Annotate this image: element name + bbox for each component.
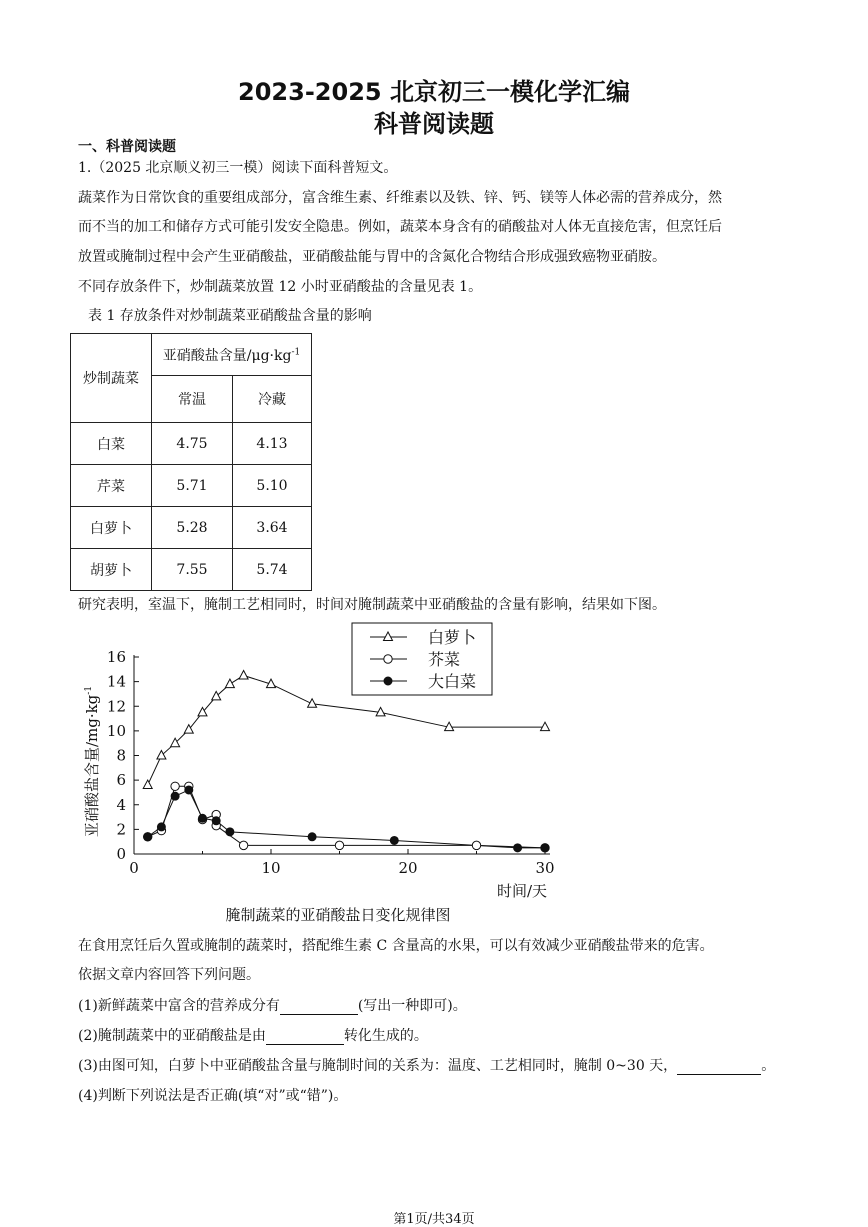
nitrite-line-chart	[0, 612, 868, 932]
question-1-text: (1)新鲜蔬菜中富含的营养成分有	[78, 998, 280, 1014]
table-header-group-text: 亚硝酸盐含量/μg·kg	[162, 347, 292, 364]
y-axis-label: 亚硝酸盐含量$/mg\cdot kg^{-1}$	[83, 685, 101, 838]
question-2	[78, 1025, 428, 1045]
x-tick-label: 10	[261, 859, 281, 877]
paragraph-2: 不同存放条件下，炒制蔬菜放置 12 小时亚硝酸盐的含量见表 1。	[78, 279, 483, 295]
x-tick-label: 30	[535, 859, 555, 877]
question-intro: 1.（2025 北京顺义初三一模）阅读下面科普短文。	[78, 160, 398, 176]
y-tick-label: 4	[116, 795, 126, 814]
data-point-series-2	[171, 792, 179, 800]
doc-title: 2023-2025 北京初三一模化学汇编	[238, 78, 630, 106]
table-header-normal: 常温	[152, 376, 233, 423]
table-header-group	[152, 334, 312, 376]
y-tick-label: 2	[116, 820, 126, 839]
table-cell-cold: 3.64	[233, 507, 312, 549]
table-row	[71, 507, 312, 549]
y-tick-label: 6	[116, 771, 126, 790]
table-cell-normal: 5.28	[152, 507, 233, 549]
table-header-group-sup: -1	[291, 346, 301, 357]
data-point-series-0	[541, 722, 550, 731]
data-point-series-2	[226, 828, 234, 836]
table-caption: 表 1 存放条件对炒制蔬菜亚硝酸盐含量的影响	[88, 308, 372, 324]
data-point-series-2	[157, 823, 165, 831]
table-cell-normal: 7.55	[152, 549, 233, 591]
table-cell-name: 芹菜	[71, 465, 152, 507]
paragraph-5: 依据文章内容回答下列问题。	[78, 967, 260, 983]
question-1	[78, 995, 467, 1015]
table-row	[71, 465, 312, 507]
answer-blank-2[interactable]	[266, 1030, 344, 1045]
y-axis-label-sup: -1	[84, 685, 94, 695]
question-2-tail: 转化生成的。	[343, 1028, 428, 1044]
data-point-series-1	[335, 841, 343, 849]
question-1-tail: (写出一种即可)。	[357, 998, 467, 1014]
question-3-text: (3)由图可知，白萝卜中亚硝酸盐含量与腌制时间的关系为：温度、工艺相同时，腌制 0~30 天，	[78, 1058, 678, 1074]
table-cell-cold: 5.74	[233, 549, 312, 591]
data-point-series-0	[157, 751, 166, 760]
data-point-series-1	[171, 782, 179, 790]
question-4: (4)判断下列说法是否正确(填“对”或“错”)。	[78, 1088, 348, 1104]
legend-marker	[384, 677, 392, 685]
question-2-text: (2)腌制蔬菜中的亚硝酸盐是由	[78, 1028, 266, 1044]
data-point-series-2	[212, 817, 220, 825]
data-point-series-0	[212, 691, 221, 700]
table-cell-name: 白菜	[71, 423, 152, 465]
paragraph-4: 在食用烹饪后久置或腌制的蔬菜时，搭配维生素 C 含量高的水果，可以有效减少亚硝酸盐带来的危害。	[78, 938, 714, 954]
legend-label: 大白菜	[428, 672, 477, 691]
paragraph-1-line-3: 放置或腌制过程中会产生亚硝酸盐，亚硝酸盐能与胃中的含氮化合物结合形成强致癌物亚硝胺。	[78, 249, 666, 265]
legend-marker	[384, 655, 392, 663]
data-point-series-2	[144, 833, 152, 841]
data-point-series-2	[514, 844, 522, 852]
data-point-series-0	[239, 670, 248, 679]
y-tick-label: 12	[106, 697, 126, 716]
table-cell-name: 胡萝卜	[71, 549, 152, 591]
table-cell-normal: 5.71	[152, 465, 233, 507]
chart-title: 腌制蔬菜的亚硝酸盐日变化规律图	[225, 906, 451, 924]
table-cell-cold: 5.10	[233, 465, 312, 507]
legend-label: 白萝卜	[428, 628, 477, 647]
y-tick-label: 8	[116, 746, 126, 765]
table-cell-name: 白萝卜	[71, 507, 152, 549]
nitrite-table	[70, 333, 312, 591]
table-header-vegetable: 炒制蔬菜	[71, 334, 152, 423]
table-cell-normal: 4.75	[152, 423, 233, 465]
data-point-series-0	[143, 780, 152, 789]
table-row	[71, 549, 312, 591]
y-tick-label: 14	[106, 672, 126, 691]
answer-blank-3[interactable]	[677, 1060, 761, 1075]
data-point-series-0	[308, 699, 317, 708]
data-point-series-0	[225, 679, 234, 688]
answer-blank-1[interactable]	[280, 1000, 358, 1015]
doc-subtitle: 科普阅读题	[374, 110, 494, 138]
table-row	[71, 423, 312, 465]
data-point-series-2	[390, 836, 398, 844]
x-tick-label: 0	[129, 859, 139, 877]
paragraph-1-line-1: 蔬菜作为日常饮食的重要组成部分，富含维生素、纤维素以及铁、锌、钙、镁等人体必需的营养成分，然	[78, 190, 722, 206]
data-point-series-1	[472, 841, 480, 849]
table-header-cold: 冷藏	[233, 376, 312, 423]
question-3	[78, 1055, 775, 1075]
y-tick-label: 10	[106, 721, 126, 740]
data-point-series-1	[239, 841, 247, 849]
data-point-series-2	[541, 844, 549, 852]
data-point-series-2	[308, 833, 316, 841]
paragraph-3: 研究表明，室温下，腌制工艺相同时，时间对腌制蔬菜中亚硝酸盐的含量有影响，结果如下图。	[78, 597, 666, 613]
data-point-series-2	[185, 786, 193, 794]
page-footer: 第1页/共34页	[393, 1212, 475, 1227]
data-point-series-2	[199, 814, 207, 822]
legend-label: 芥菜	[428, 650, 461, 669]
y-tick-label: 0	[116, 845, 126, 863]
series-line-2	[148, 790, 545, 848]
x-tick-label: 20	[398, 859, 418, 877]
section-heading: 一、科普阅读题	[78, 139, 176, 155]
table-cell-cold: 4.13	[233, 423, 312, 465]
y-tick-label: 16	[106, 648, 126, 666]
x-axis-label: 时间/天	[496, 882, 547, 900]
paragraph-1-line-2: 而不当的加工和储存方式可能引发安全隐患。例如，蔬菜本身含有的硝酸盐对人体无直接危害，但烹饪后	[78, 219, 722, 235]
question-3-tail: 。	[761, 1058, 776, 1074]
